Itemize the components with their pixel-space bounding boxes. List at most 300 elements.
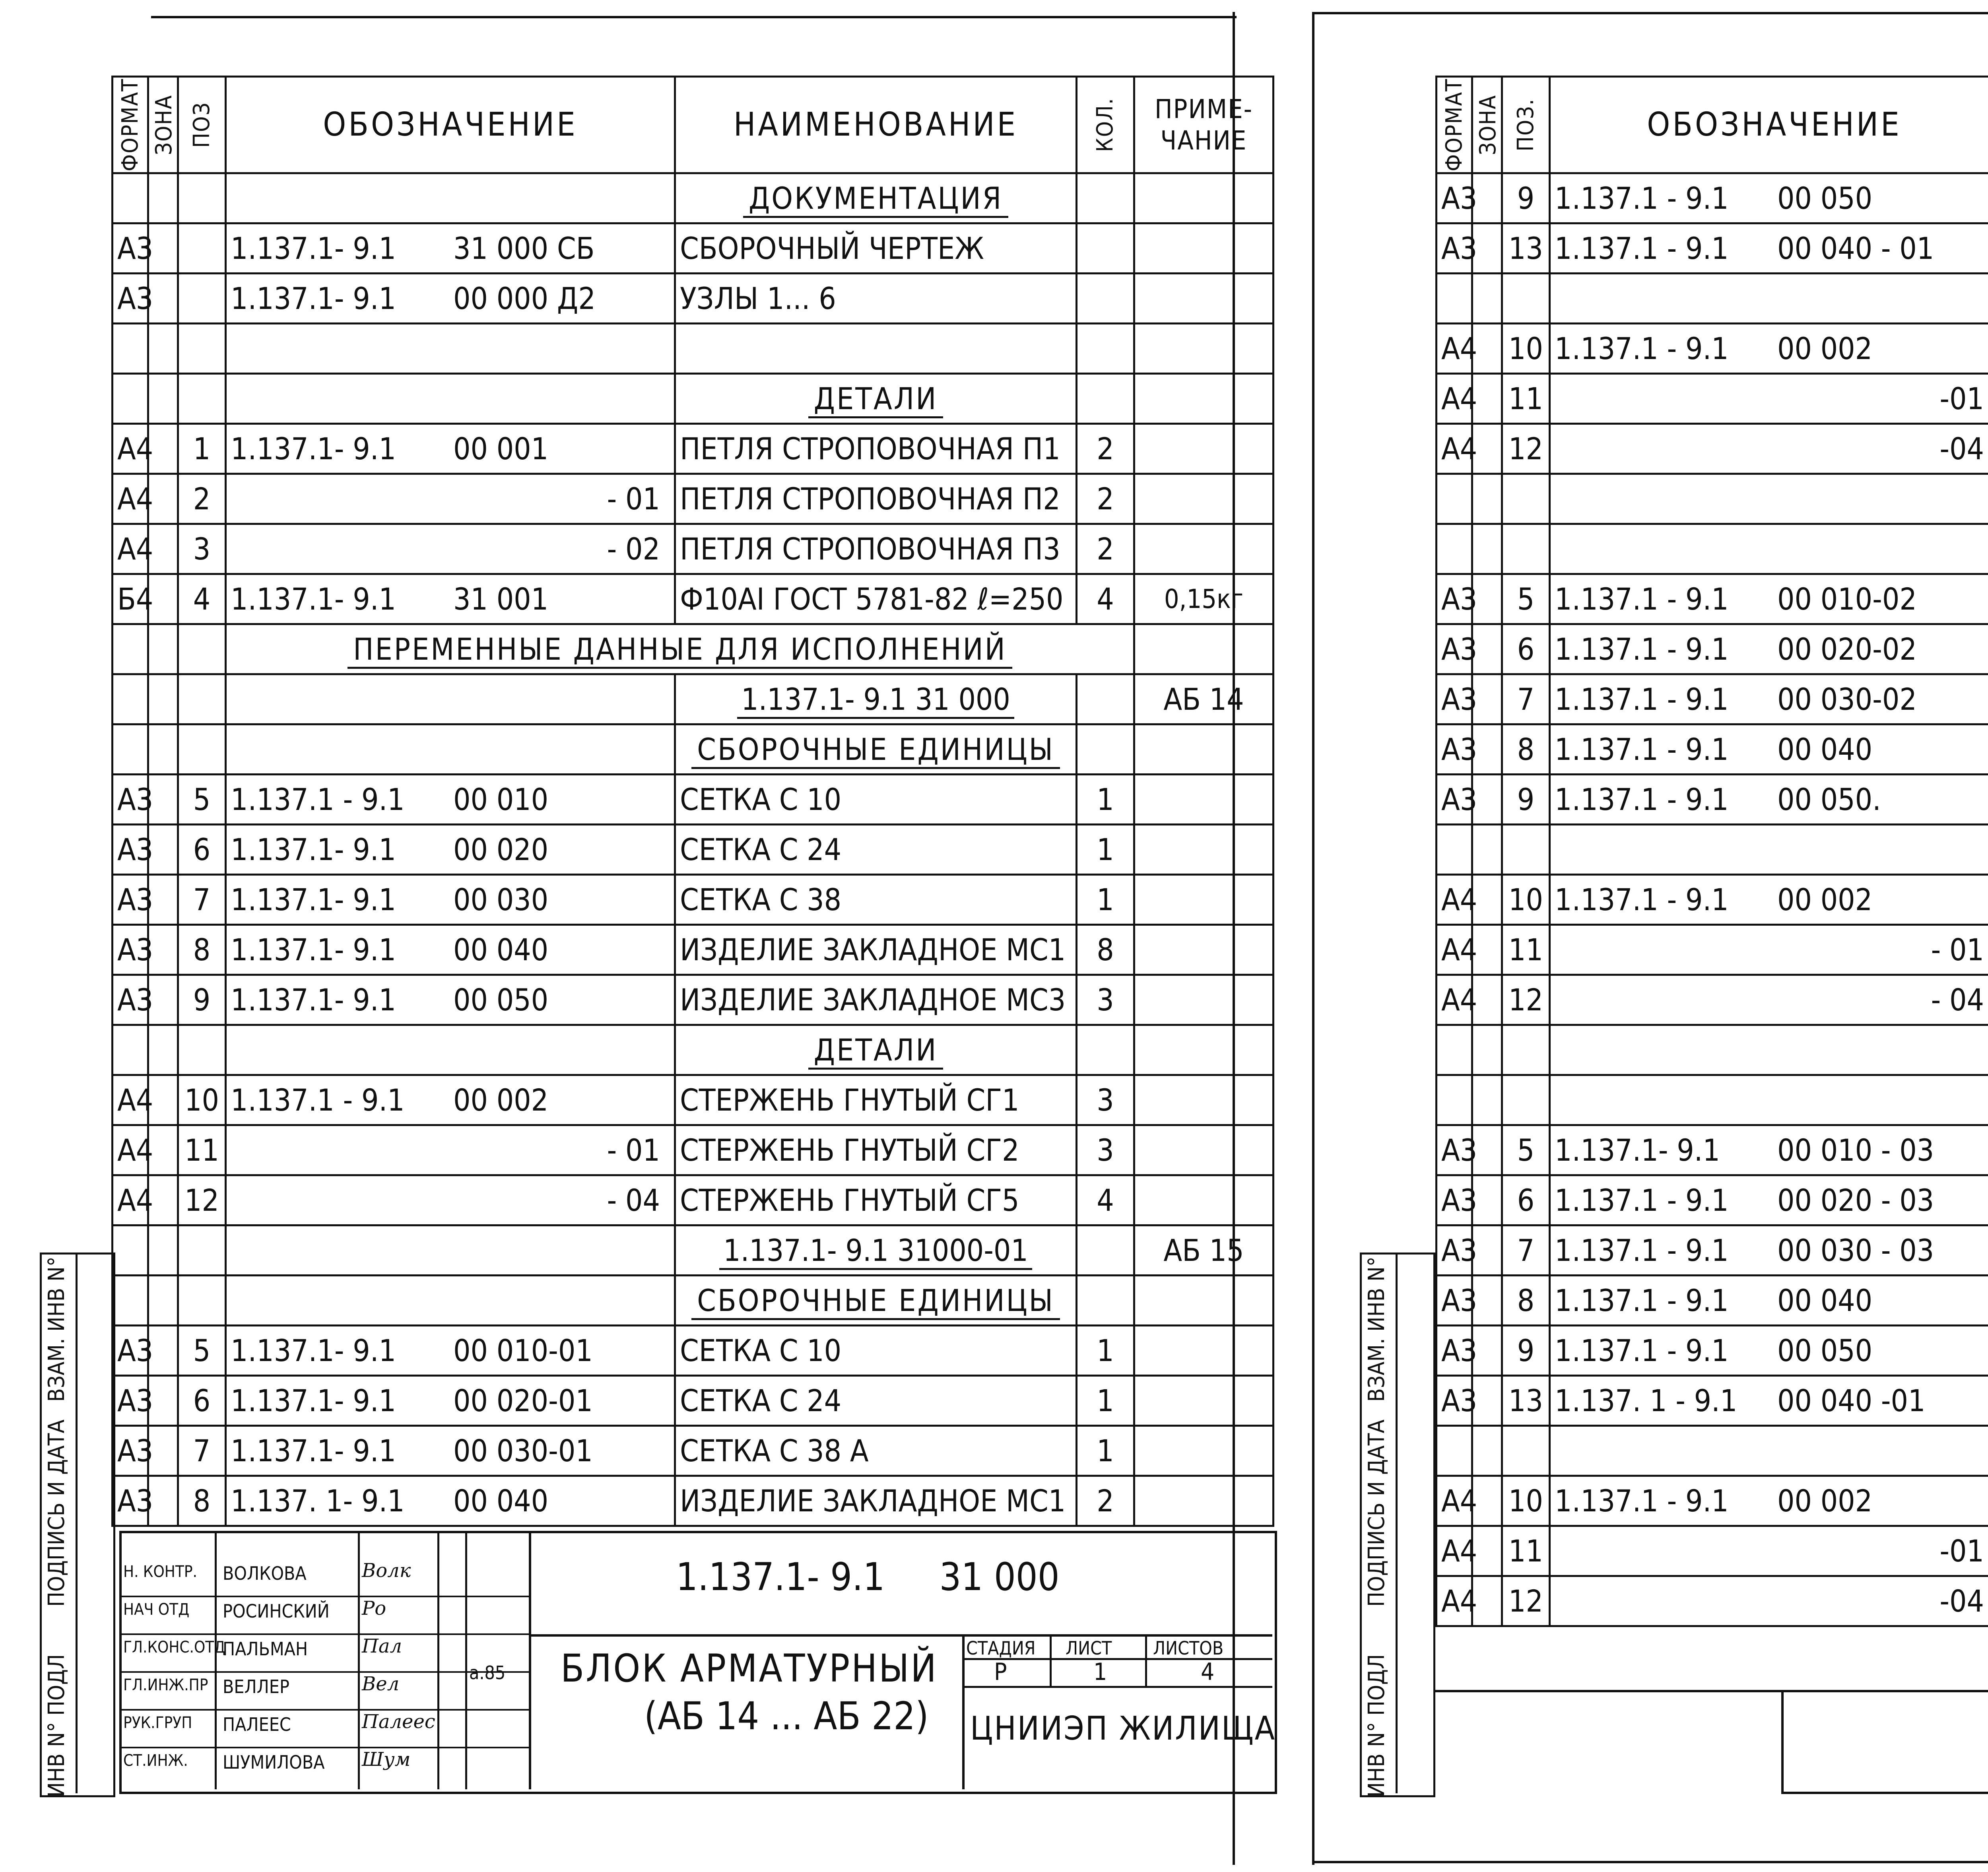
- section-heading-text: ДЕТАЛИ: [808, 1032, 944, 1070]
- table-row: [113, 173, 1274, 223]
- designation-cell: [226, 775, 675, 825]
- staff-name: ПАЛЬМАН: [223, 1638, 308, 1660]
- table-row: [1437, 474, 1988, 524]
- title-block-h3: [962, 1686, 1272, 1688]
- name-cell: ИЗДЕЛИЕ ЗАКЛАДНОЕ МС1: [675, 925, 1077, 975]
- name-cell: ИЗДЕЛИЕ ЗАКЛАДНОЕ МС3: [675, 975, 1077, 1025]
- note-cell: [1134, 223, 1274, 274]
- designation-doc: 1.137.1 - 9.1: [1555, 681, 1729, 717]
- table-row: [1437, 1426, 1988, 1476]
- empty-cell: [1550, 474, 1988, 524]
- sheet-label: ЛИСТ: [1066, 1637, 1112, 1659]
- designation-cell: [226, 1426, 675, 1476]
- table-row: [1437, 1125, 1988, 1175]
- empty-cell: [1502, 1426, 1550, 1476]
- name-cell: СЕТКА С 24: [675, 825, 1077, 875]
- pos-cell: 6: [1502, 624, 1550, 674]
- empty-cell: [1437, 825, 1472, 875]
- designation-doc: 1.137.1- 9.1: [231, 882, 396, 917]
- note-cell: [1134, 524, 1274, 574]
- format-cell: А3: [1437, 1326, 1472, 1376]
- designation-doc: 1.137.1- 9.1: [231, 581, 396, 617]
- designation-doc: 1.137.1- 9.1: [231, 831, 396, 867]
- format-cell: А4: [1437, 424, 1472, 474]
- top-border-right: [1312, 12, 1988, 14]
- format-cell: А3: [113, 223, 148, 274]
- designation-code: - 01: [607, 481, 660, 517]
- specification-table-right: [1435, 76, 1988, 1627]
- pos-cell: [178, 223, 226, 274]
- name-cell: ПЕТЛЯ СТРОПОВОЧНАЯ П2: [675, 474, 1077, 524]
- empty-cell: [148, 674, 178, 724]
- pos-cell: 13: [1502, 223, 1550, 274]
- empty-cell: [1134, 173, 1274, 223]
- table-header: [113, 77, 1274, 173]
- empty-cell: [148, 1276, 178, 1326]
- pos-cell: 7: [178, 875, 226, 925]
- empty-cell: [178, 674, 226, 724]
- qty-cell: 2: [1077, 474, 1134, 524]
- qty-cell: 1: [1077, 875, 1134, 925]
- format-cell: А3: [113, 925, 148, 975]
- designation-doc: 1.137.1- 9.1: [231, 1332, 396, 1368]
- designation-cell: [1550, 1526, 1988, 1576]
- designation-cell: [226, 1476, 675, 1526]
- side-strip-divider: [76, 1253, 78, 1793]
- empty-cell: [1502, 1025, 1550, 1075]
- designation-code: 00 040: [1777, 1282, 1873, 1318]
- specification-table-left: [111, 76, 1274, 1527]
- staff-role: ГЛ.КОНС.ОТД: [123, 1638, 225, 1656]
- empty-cell: [1077, 324, 1134, 374]
- note-cell: [1134, 875, 1274, 925]
- table-row: [1437, 524, 1988, 574]
- empty-cell: [1550, 274, 1988, 324]
- name-cell: Ф10АI ГОСТ 5781-82 ℓ=250: [675, 574, 1077, 624]
- name-cell: СТЕРЖЕНЬ ГНУТЫЙ СГ5: [675, 1175, 1077, 1225]
- designation-cell: [1550, 223, 1988, 274]
- format-cell: Б4: [113, 574, 148, 624]
- right-stamp: [1781, 1690, 1988, 1794]
- designation-cell: [226, 474, 675, 524]
- designation-cell: [1550, 324, 1988, 374]
- table-row: [113, 1426, 1274, 1476]
- table-row: [113, 1175, 1274, 1225]
- note-cell: [1134, 424, 1274, 474]
- pos-cell: 6: [1502, 1175, 1550, 1225]
- empty-cell: [148, 624, 178, 674]
- designation-doc: 1.137.1- 9.1: [1555, 1132, 1720, 1168]
- format-cell: А4: [113, 474, 148, 524]
- name-cell: СЕТКА С 38: [675, 875, 1077, 925]
- table-row: [1437, 1025, 1988, 1075]
- empty-cell: [1134, 1025, 1274, 1075]
- table-row: [113, 1075, 1274, 1125]
- empty-cell: [113, 324, 148, 374]
- sheet-value: 1: [1093, 1658, 1107, 1686]
- empty-cell: [1134, 1276, 1274, 1326]
- empty-cell: [226, 1025, 675, 1075]
- designation-cell: [226, 1376, 675, 1426]
- table-row: [113, 1476, 1274, 1526]
- table-row: [1437, 624, 1988, 674]
- empty-cell: [226, 674, 675, 724]
- designation-code: 00 010-01: [453, 1332, 593, 1368]
- empty-cell: [1437, 1025, 1472, 1075]
- table-row: [113, 1376, 1274, 1426]
- designation-cell: [1550, 875, 1988, 925]
- designation-cell: [226, 274, 675, 324]
- table-row: [1437, 1326, 1988, 1376]
- staff-role: РУК.ГРУП: [123, 1714, 192, 1732]
- designation-doc: 1.137.1 - 9.1: [1555, 581, 1729, 617]
- empty-cell: [1437, 274, 1472, 324]
- staff-name: ШУМИЛОВА: [223, 1752, 325, 1773]
- designation-code: 00 002: [1777, 330, 1873, 366]
- empty-cell: [1437, 474, 1472, 524]
- designation-code: 00 040 - 01: [1777, 230, 1934, 266]
- note-cell: [1134, 1476, 1274, 1526]
- designation-cell: [1550, 1175, 1988, 1225]
- format-cell: А3: [1437, 1225, 1472, 1276]
- title-block-h1: [529, 1634, 1272, 1637]
- designation-code: 00 040: [453, 1483, 549, 1519]
- staff-signature: Волк: [362, 1559, 411, 1582]
- designation-cell: [1550, 1276, 1988, 1326]
- empty-cell: [1077, 1225, 1134, 1276]
- empty-cell: [113, 374, 148, 424]
- empty-cell: [1472, 1075, 1502, 1125]
- pos-cell: 12: [1502, 975, 1550, 1025]
- designation-code: 00 010-02: [1777, 581, 1917, 617]
- pos-cell: 12: [178, 1175, 226, 1225]
- designation-cell: [226, 875, 675, 925]
- designation-code: 00 030: [453, 882, 549, 917]
- designation-doc: 1.137.1- 9.1: [231, 431, 396, 466]
- empty-cell: [1437, 1075, 1472, 1125]
- format-cell: А4: [113, 1075, 148, 1125]
- format-cell: А3: [113, 825, 148, 875]
- pos-cell: 12: [1502, 1576, 1550, 1626]
- empty-cell: [1437, 524, 1472, 574]
- designation-code: 00 020-01: [453, 1383, 593, 1418]
- variant-designation-text: 1.137.1- 9.1 31000-01: [719, 1233, 1032, 1270]
- format-cell: А4: [1437, 374, 1472, 424]
- section-heading-text: ДОКУМЕНТАЦИЯ: [743, 181, 1008, 218]
- pos-cell: 3: [178, 524, 226, 574]
- empty-cell: [113, 1276, 148, 1326]
- name-cell: ПЕТЛЯ СТРОПОВОЧНАЯ П3: [675, 524, 1077, 574]
- format-cell: А4: [113, 424, 148, 474]
- side-strip-vzam: ВЗАМ. ИНВ N°: [44, 1256, 70, 1402]
- qty-cell: 1: [1077, 775, 1134, 825]
- designation-doc: 1.137.1 - 9.1: [1555, 1332, 1729, 1368]
- designation-doc: 1.137.1 - 9.1: [1555, 731, 1729, 767]
- pos-cell: 8: [178, 925, 226, 975]
- format-cell: А3: [1437, 1125, 1472, 1175]
- pos-cell: 12: [1502, 424, 1550, 474]
- staff-signature: Шум: [362, 1748, 411, 1771]
- note-cell: [1134, 1326, 1274, 1376]
- designation-code: 00 040: [453, 932, 549, 967]
- empty-cell: [1472, 274, 1502, 324]
- designation-code: - 01: [607, 1132, 660, 1168]
- designation-code: - 02: [607, 531, 660, 567]
- designation-doc: 1.137.1- 9.1: [231, 932, 396, 967]
- qty-cell: 4: [1077, 1175, 1134, 1225]
- format-cell: А3: [1437, 724, 1472, 775]
- format-cell: А4: [1437, 875, 1472, 925]
- empty-cell: [113, 1025, 148, 1075]
- designation-cell: [1550, 1326, 1988, 1376]
- name-cell: СЕТКА С 24: [675, 1376, 1077, 1426]
- designation-cell: [226, 524, 675, 574]
- side-strip-inv-podl: ИНВ N° ПОДЛ: [44, 1654, 70, 1797]
- staff-role: ГЛ.ИНЖ.ПР: [123, 1676, 208, 1694]
- table-row: [113, 1125, 1274, 1175]
- pos-cell: 6: [178, 1376, 226, 1426]
- section-heading: [675, 1276, 1077, 1326]
- empty-cell: [226, 173, 675, 223]
- approval-date: а.85: [469, 1662, 506, 1684]
- table-row: [113, 324, 1274, 374]
- staff-row-line: [119, 1596, 529, 1597]
- designation-cell: [226, 825, 675, 875]
- title-line2: (АБ 14 ... АБ 22): [644, 1694, 929, 1738]
- pos-cell: 9: [1502, 173, 1550, 223]
- format-cell: А4: [1437, 1526, 1472, 1576]
- empty-cell: [1472, 524, 1502, 574]
- table-row: [1437, 1075, 1988, 1125]
- format-cell: А4: [113, 524, 148, 574]
- designation-code: 00 010: [453, 781, 549, 817]
- designation-cell: [226, 424, 675, 474]
- empty-cell: [1437, 1426, 1472, 1476]
- empty-cell: [1502, 825, 1550, 875]
- doc-code: 1.137.1- 9.1 31 000: [676, 1555, 1060, 1599]
- format-cell: А3: [113, 1376, 148, 1426]
- designation-code: 00 002: [453, 1082, 549, 1118]
- designation-code: 00 010 - 03: [1777, 1132, 1934, 1168]
- table-row: [113, 925, 1274, 975]
- staff-signature: Палеес: [362, 1711, 435, 1733]
- designation-code: 00 030-01: [453, 1433, 593, 1468]
- name-cell: СЕТКА С 38 А: [675, 1426, 1077, 1476]
- sheets-label: ЛИСТОВ: [1153, 1637, 1224, 1659]
- designation-doc: 1.137.1- 9.1: [231, 1383, 396, 1418]
- pos-cell: 2: [178, 474, 226, 524]
- table-row: [113, 1225, 1274, 1276]
- table-row: [113, 825, 1274, 875]
- qty-cell: 2: [1077, 424, 1134, 474]
- qty-cell: 2: [1077, 524, 1134, 574]
- format-cell: А3: [113, 1476, 148, 1526]
- designation-code: 31 000 СБ: [453, 230, 595, 266]
- empty-cell: [1134, 724, 1274, 775]
- empty-cell: [178, 324, 226, 374]
- table-row: [1437, 324, 1988, 374]
- designation-code: 00 020 - 03: [1777, 1182, 1934, 1218]
- table-row: [1437, 1576, 1988, 1626]
- qty-cell: 3: [1077, 1075, 1134, 1125]
- designation-doc: 1.137.1 - 9.1: [1555, 1232, 1729, 1268]
- header-zone: ЗОНА: [1472, 77, 1502, 173]
- staff-name: РОСИНСКИЙ: [223, 1600, 330, 1622]
- pos-cell: 13: [1502, 1376, 1550, 1426]
- header-pos: ПОЗ: [178, 77, 226, 173]
- pos-cell: 8: [178, 1476, 226, 1526]
- format-cell: А3: [1437, 173, 1472, 223]
- pos-cell: 7: [178, 1426, 226, 1476]
- table-row: [113, 775, 1274, 825]
- side-strip-right-podpis: ПОДПИСЬ И ДАТА: [1364, 1420, 1390, 1607]
- empty-cell: [1472, 474, 1502, 524]
- top-border-left: [151, 16, 1237, 18]
- pos-cell: 5: [178, 775, 226, 825]
- designation-code: 00 020: [453, 831, 549, 867]
- header-format: ФОРМАТ: [1437, 77, 1472, 173]
- designation-doc: 1.137.1 - 9.1: [1555, 1282, 1729, 1318]
- designation-cell: [226, 1326, 675, 1376]
- name-cell: СБОРОЧНЫЙ ЧЕРТЕЖ: [675, 223, 1077, 274]
- designation-cell: [1550, 173, 1988, 223]
- pos-cell: 9: [178, 975, 226, 1025]
- table-row: [1437, 1526, 1988, 1576]
- section-heading: [675, 173, 1077, 223]
- note-cell: [1134, 1426, 1274, 1476]
- title-block-v2: [962, 1634, 965, 1789]
- format-cell: А3: [113, 975, 148, 1025]
- format-cell: А3: [113, 274, 148, 324]
- designation-cell: [1550, 1476, 1988, 1526]
- format-cell: А4: [113, 1175, 148, 1225]
- note-cell: [1134, 274, 1274, 324]
- qty-cell: 3: [1077, 1125, 1134, 1175]
- table-row: [113, 524, 1274, 574]
- empty-cell: [1502, 474, 1550, 524]
- variant-designation: [675, 1225, 1077, 1276]
- note-cell: [1134, 775, 1274, 825]
- designation-doc: 1.137.1- 9.1: [231, 230, 396, 266]
- empty-cell: [148, 1025, 178, 1075]
- note-cell: [1134, 1376, 1274, 1426]
- format-cell: А4: [1437, 324, 1472, 374]
- table-row: [1437, 724, 1988, 775]
- empty-cell: [1502, 274, 1550, 324]
- staff-row-line: [119, 1671, 529, 1673]
- designation-doc: 1.137.1 - 9.1: [1555, 230, 1729, 266]
- divider-right: [1312, 12, 1314, 1865]
- note-cell: [1134, 474, 1274, 524]
- format-cell: А3: [113, 775, 148, 825]
- empty-cell: [1472, 1025, 1502, 1075]
- designation-code: 00 000 Д2: [453, 280, 596, 316]
- designation-cell: [1550, 1376, 1988, 1426]
- empty-cell: [226, 724, 675, 775]
- designation-cell: [1550, 1576, 1988, 1626]
- designation-cell: [226, 1125, 675, 1175]
- table-row: [1437, 1276, 1988, 1326]
- table-row: [1437, 173, 1988, 223]
- pos-cell: 9: [1502, 775, 1550, 825]
- staff-role: Н. КОНТР.: [123, 1563, 197, 1581]
- format-cell: А3: [1437, 574, 1472, 624]
- variant-data-heading: [226, 624, 1134, 674]
- name-cell: ПЕТЛЯ СТРОПОВОЧНАЯ П1: [675, 424, 1077, 474]
- empty-cell: [1550, 1025, 1988, 1075]
- qty-cell: 1: [1077, 1426, 1134, 1476]
- staff-col-div3: [437, 1531, 439, 1789]
- title-block-v3: [1050, 1634, 1052, 1686]
- name-cell: СТЕРЖЕНЬ ГНУТЫЙ СГ1: [675, 1075, 1077, 1125]
- table-row: [113, 374, 1274, 424]
- format-cell: А3: [1437, 674, 1472, 724]
- section-heading-text: СБОРОЧНЫЕ ЕДИНИЦЫ: [691, 1283, 1060, 1320]
- pos-cell: 6: [178, 825, 226, 875]
- table-row: [1437, 1225, 1988, 1276]
- pos-cell: 11: [1502, 374, 1550, 424]
- table-row: [113, 474, 1274, 524]
- staff-col-div2: [358, 1531, 360, 1789]
- section-heading: [675, 374, 1077, 424]
- qty-cell: 1: [1077, 1376, 1134, 1426]
- pos-cell: 9: [1502, 1326, 1550, 1376]
- table-row: [1437, 223, 1988, 274]
- designation-code: 00 050.: [1777, 781, 1881, 817]
- pos-cell: 10: [1502, 324, 1550, 374]
- designation-code: 00 030 - 03: [1777, 1232, 1934, 1268]
- designation-cell: [1550, 374, 1988, 424]
- pos-cell: 4: [178, 574, 226, 624]
- header-note: ПРИМЕ- ЧАНИЕ: [1134, 77, 1274, 173]
- table-row: [113, 724, 1274, 775]
- empty-cell: [226, 1225, 675, 1276]
- empty-cell: [148, 324, 178, 374]
- header-designation: ОБОЗНАЧЕНИЕ: [226, 77, 675, 173]
- table-row: [113, 875, 1274, 925]
- table-row: [113, 624, 1274, 674]
- variant-designation: [675, 674, 1077, 724]
- empty-cell: [1550, 825, 1988, 875]
- empty-cell: [1077, 674, 1134, 724]
- table-header: [1437, 77, 1988, 173]
- designation-code: 00 050: [1777, 180, 1873, 216]
- name-cell: УЗЛЫ 1... 6: [675, 274, 1077, 324]
- designation-cell: [1550, 724, 1988, 775]
- note-cell: [1134, 825, 1274, 875]
- designation-cell: [226, 223, 675, 274]
- staff-col-div4: [465, 1531, 467, 1789]
- note-cell: [1134, 1175, 1274, 1225]
- staff-name: ПАЛЕЕС: [223, 1714, 291, 1735]
- format-cell: А3: [113, 1426, 148, 1476]
- pos-cell: 5: [1502, 1125, 1550, 1175]
- variant-note: АБ 14: [1134, 674, 1274, 724]
- empty-cell: [1472, 825, 1502, 875]
- format-cell: А4: [1437, 975, 1472, 1025]
- note-cell: [1134, 1075, 1274, 1125]
- empty-cell: [1550, 524, 1988, 574]
- qty-cell: 3: [1077, 975, 1134, 1025]
- header-name: НАИМЕНОВАНИЕ: [675, 77, 1077, 173]
- stage-value: Р: [994, 1658, 1007, 1686]
- empty-cell: [226, 1276, 675, 1326]
- designation-code: -01: [1939, 381, 1984, 416]
- table-row: [1437, 1175, 1988, 1225]
- designation-code: 00 050: [453, 982, 549, 1018]
- format-cell: А3: [1437, 775, 1472, 825]
- designation-doc: 1.137.1 - 9.1: [1555, 631, 1729, 667]
